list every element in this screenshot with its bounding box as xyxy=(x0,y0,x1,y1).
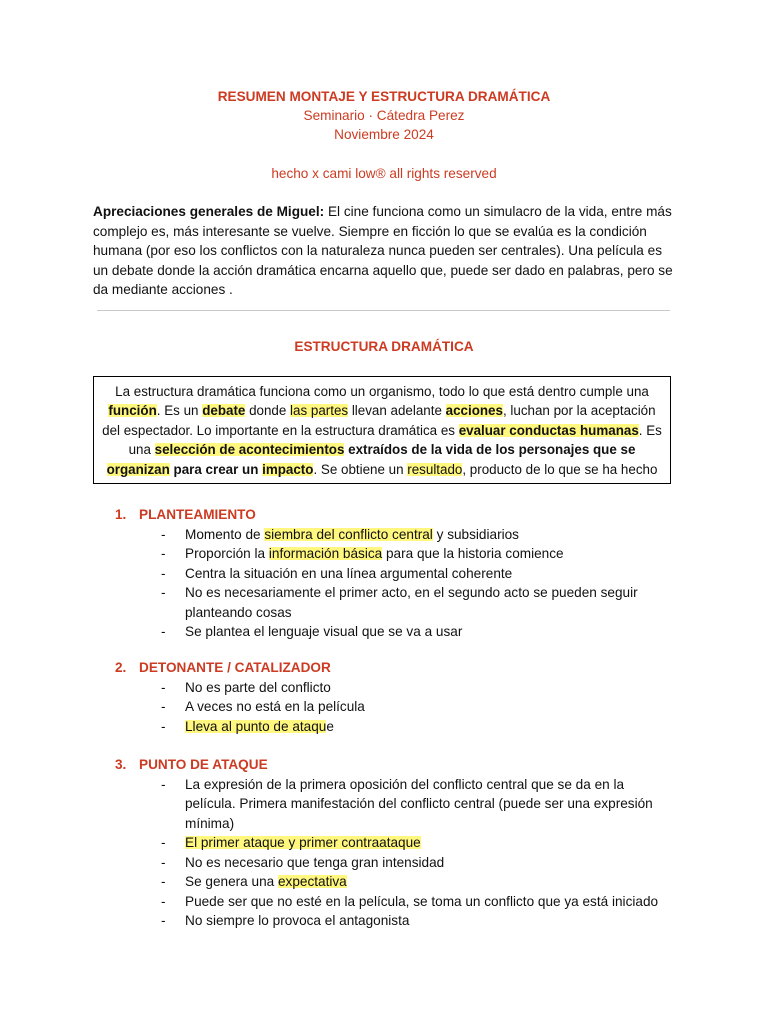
highlighted-text: El primer ataque y primer contraataque xyxy=(185,835,421,850)
intro-paragraph xyxy=(93,202,678,300)
section-title: DETONANTE / CATALIZADOR xyxy=(139,660,331,675)
item-list xyxy=(115,525,675,642)
intro-label: Apreciaciones generales de Miguel: xyxy=(93,204,325,219)
text-run: No siempre lo provoca el antagonista xyxy=(185,913,410,928)
text-run: No es parte del conflicto xyxy=(185,679,331,695)
text-run: Se plantea el lenguaje visual que se va a usar xyxy=(185,624,463,639)
text-run: Momento de xyxy=(185,526,265,542)
text-run: y subsidiarios xyxy=(432,526,519,542)
horizontal-divider xyxy=(97,310,670,311)
list-item xyxy=(161,678,675,698)
text-run: . Es una xyxy=(128,422,662,458)
highlighted-text: debate xyxy=(202,403,246,419)
text-run: donde xyxy=(245,403,291,419)
text-run: Proporción la xyxy=(185,546,269,561)
text-run: e xyxy=(326,718,334,734)
list-item xyxy=(161,564,675,584)
intro-text: El cine funciona como un simulacro de la vida, entre más complejo es, más interesante se vuelve. Siempre en ficción lo que se evalúa es la condición humana (por eso los conflictos con la naturaleza nunca pueden ser centrales). Una película es un debate donde la acción dramática encarna aquello que, puede ser dado en palabras, pero se da mediante acciones . xyxy=(93,204,673,297)
list-item xyxy=(161,892,675,912)
highlighted-text: selección de acontecimientos xyxy=(154,442,345,458)
list-item xyxy=(161,775,675,834)
highlighted-text: función xyxy=(108,403,157,419)
credit-line: hecho x cami low® all rights reserved xyxy=(271,166,497,181)
document-date: Noviembre 2024 xyxy=(334,127,434,142)
section-number: 1. xyxy=(115,507,127,522)
item-list xyxy=(115,775,675,931)
list-item xyxy=(161,833,675,853)
item-list xyxy=(115,678,675,737)
text-run: para que la historia comience xyxy=(382,546,564,561)
text-run: La estructura dramática funciona como un organismo, todo lo que está dentro cumple una xyxy=(115,384,649,399)
highlighted-text: información básica xyxy=(268,546,383,561)
highlighted-text: organizan xyxy=(106,461,170,477)
highlighted-text: siembra del conflicto central xyxy=(264,526,433,542)
text-run: , luchan por la aceptación del espectador. Lo importante en la estructura dramática es xyxy=(102,403,656,438)
list-item xyxy=(161,622,675,642)
text-run: No es necesario que tenga gran intensidad xyxy=(185,854,445,870)
section-punto-de-ataque xyxy=(115,755,675,931)
list-item xyxy=(161,911,675,931)
text-run: Se genera una xyxy=(185,874,278,889)
text-run: Centra la situación en una línea argumental coherente xyxy=(185,565,513,581)
text-run: . Se obtiene un xyxy=(313,461,408,477)
section-heading: ESTRUCTURA DRAMÁTICA xyxy=(294,339,474,354)
list-item xyxy=(161,872,675,892)
section-planteamiento xyxy=(115,505,675,642)
list-item xyxy=(161,544,675,564)
list-item xyxy=(161,853,675,873)
highlighted-text: acciones xyxy=(445,403,503,419)
section-header xyxy=(115,755,675,775)
highlighted-text: impacto xyxy=(262,461,314,477)
text-run: A veces no está en la película xyxy=(185,699,365,714)
highlighted-text: Lleva al punto de ataqu xyxy=(185,718,327,734)
text-run: llevan adelante xyxy=(348,403,446,419)
highlighted-text: expectativa xyxy=(277,874,347,889)
section-number: 2. xyxy=(115,660,127,675)
list-item xyxy=(161,697,675,717)
highlighted-text: resultado xyxy=(407,461,463,477)
document-header xyxy=(0,87,768,144)
text-run: , producto de lo que se ha hecho xyxy=(462,461,658,477)
document-subtitle: Seminario · Cátedra Perez xyxy=(303,108,465,123)
text-run: Puede ser que no esté en la película, se toma un conflicto que ya está iniciado xyxy=(185,893,659,909)
text-run: extraídos de la vida de los personajes que se xyxy=(344,442,636,458)
highlighted-text: las partes xyxy=(290,403,349,419)
highlighted-text: evaluar conductas humanas xyxy=(458,422,639,438)
text-run: La expresión de la primera oposición del conflicto central que se da en la película. Primera manifestación del conflicto central (puede ser una expresión mínima) xyxy=(185,776,653,831)
section-header xyxy=(115,505,675,525)
section-header xyxy=(115,658,675,678)
list-item xyxy=(161,583,675,622)
list-item xyxy=(161,525,675,545)
document-title: RESUMEN MONTAJE Y ESTRUCTURA DRAMÁTICA xyxy=(217,89,551,104)
list-item xyxy=(161,717,675,737)
section-detonante xyxy=(115,658,675,736)
text-run: . Es un xyxy=(156,403,203,419)
text-run: para crear un xyxy=(169,461,263,477)
section-number: 3. xyxy=(115,757,127,772)
definition-box xyxy=(93,376,671,484)
section-title: PUNTO DE ATAQUE xyxy=(139,757,268,772)
text-run: No es necesariamente el primer acto, en el segundo acto se pueden seguir planteando cosas xyxy=(185,585,638,620)
section-title: PLANTEAMIENTO xyxy=(139,507,256,522)
